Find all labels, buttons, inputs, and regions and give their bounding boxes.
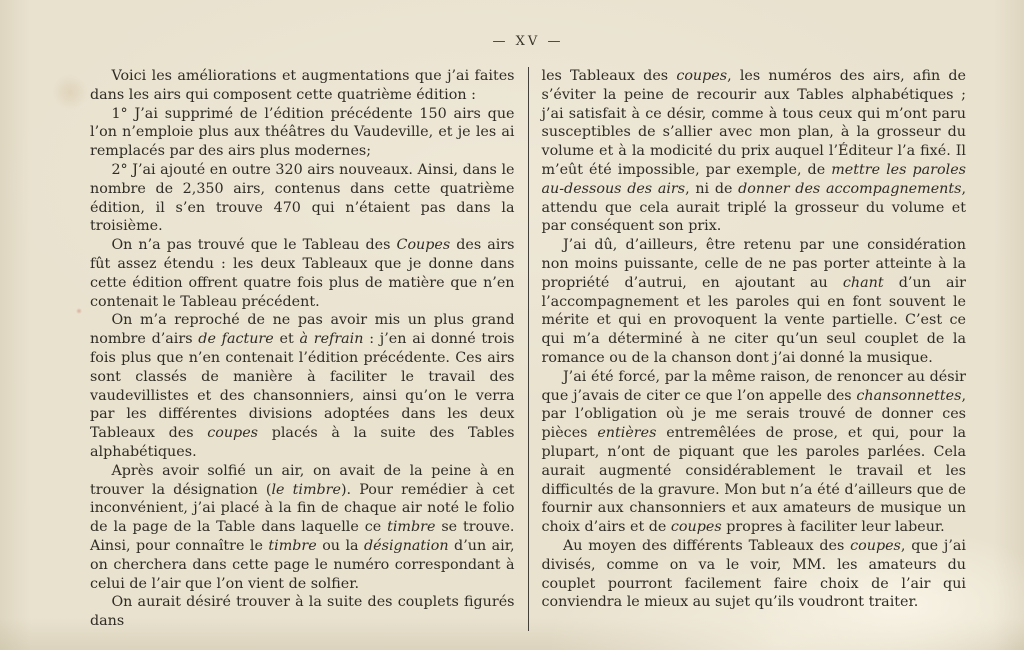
italic-text-segment: désignation bbox=[364, 537, 449, 554]
text-segment: , que j’ai divisés, comme on va le voir, MM. les amateurs du couplet pourront facilement faire choix de l’air qui conviendra le mieux au sujet qu’ils voudront traiter. bbox=[541, 537, 967, 611]
italic-text-segment: coupes bbox=[850, 537, 901, 554]
paragraph bbox=[90, 462, 515, 594]
text-segment: , attendu que cela aurait triplé la grosseur du volume et par conséquent son prix. bbox=[541, 180, 967, 235]
italic-text-segment: coupes bbox=[207, 425, 259, 442]
text-segment: On m’a reproché de ne pas avoir mis un plus grand nombre d’airs bbox=[90, 312, 515, 348]
text-segment: On n’a pas trouvé que le Tableau des bbox=[111, 237, 397, 254]
text-segment: On aurait désiré trouver à la suite des couplets figurés dans bbox=[90, 594, 515, 630]
text-segment: Après avoir solfié un air, on avait de la peine à en trouver la désignation ( bbox=[90, 462, 515, 498]
italic-text-segment: timbre bbox=[268, 537, 317, 554]
text-segment: , par l’obligation où je me serais trouvé de donner ces pièces bbox=[541, 387, 966, 442]
paragraph bbox=[90, 593, 515, 631]
text-segment: : j’en ai donné trois fois plus que n’en contenait l’édition précédente. Ces airs sont classés de manière à faciliter le travail des vaudevillistes et des chansonniers, ainsi qu’on le verra par les différentes divisions adoptées dans les deux Tableaux des bbox=[90, 331, 515, 442]
text-segment: et bbox=[273, 331, 300, 348]
text-segment: J’ai dû, d’ailleurs, être retenu par une considération non moins puissante, celle de ne pas porter atteinte à la propriété d’autrui, en ajoutant au bbox=[541, 237, 966, 291]
paragraph bbox=[90, 311, 515, 461]
text-segment: ou la bbox=[316, 537, 365, 554]
italic-text-segment: coupes bbox=[676, 68, 728, 84]
text-segment: , ni de bbox=[685, 180, 739, 197]
text-segment: 1° J’ai supprimé de l’édition précédente 150 airs que l’on n’emploie plus aux théâtres du Vaudeville, et je les ai remplacés par des airs plus modernes; bbox=[90, 105, 515, 160]
italic-text-segment: Coupes bbox=[396, 237, 451, 254]
text-columns bbox=[90, 67, 966, 631]
italic-text-segment: de facture bbox=[198, 331, 274, 348]
text-segment: Au moyen des différents Tableaux des bbox=[562, 537, 851, 554]
paragraph bbox=[542, 537, 967, 612]
text-segment: des airs fût assez étendu : les deux Tableaux que je donne dans cette édition offrent quatre fois plus de matière que n’en contenait le Tableau précédent. bbox=[90, 237, 515, 310]
text-segment: entremêlées de prose, et qui, pour la plupart, n’ont de piquant que les paroles parlées. Cela aurait augmenté considérablement le travail et les difficultés de la gravure. Mon but n’a été d’ailleurs que de fournir aux chansonniers et aux amateurs de musique un choix d’airs et de bbox=[541, 425, 967, 536]
paragraph bbox=[542, 236, 967, 368]
text-segment: placés à la suite des Tables alphabétiques. bbox=[90, 425, 515, 460]
italic-text-segment: entières bbox=[597, 425, 657, 442]
italic-text-segment: à refrain bbox=[299, 331, 364, 348]
italic-text-segment: mettre les paroles au-dessous des airs bbox=[541, 161, 966, 197]
left-column bbox=[90, 67, 528, 631]
right-column bbox=[529, 67, 967, 631]
italic-text-segment: donner des accompagnements bbox=[738, 180, 962, 197]
italic-text-segment: coupes bbox=[670, 519, 722, 536]
paragraph bbox=[90, 236, 515, 311]
italic-text-segment: timbre bbox=[387, 519, 436, 536]
italic-text-segment: chansonnettes bbox=[856, 387, 962, 404]
paragraph bbox=[542, 368, 967, 537]
text-segment: Voici les améliorations et augmentations que j’ai faites dans les airs qui composent cette quatrième édition : bbox=[90, 68, 515, 103]
text-segment: , les numéros des airs, afin de s’éviter la peine de recourir aux Tables alphabétiques ; j’ai satisfait à ce désir, comme à tous ceux qui m’ont paru susceptibles de s’allier avec mon plan, à la grosseur du volume et à la modicité du prix auquel l’Éditeur l’a fixé. Il m’eût été impossible, par exemple, de bbox=[541, 68, 966, 178]
page-number: — XV — bbox=[492, 34, 564, 49]
text-segment: propres à faciliter leur labeur. bbox=[721, 519, 945, 536]
paragraph bbox=[90, 105, 515, 161]
text-segment: ). Pour remédier à cet inconvénient, j’ai placé à la fin de chaque air noté le folio de la page de la Table dans laquelle ce bbox=[90, 481, 515, 536]
paragraph bbox=[90, 161, 515, 236]
text-segment: d’un air l’accompagnement et les paroles qui en font souvent le mérite et qui en provoquent la vente partielle. C’est ce qui m’a déterminé à ne citer qu’un seul couplet de la romance ou de la chanson dont j’ai donné la musique. bbox=[541, 274, 966, 366]
text-segment: J’ai été forcé, par la même raison, de renoncer au désir que j’avais de citer ce que l’on appelle des bbox=[541, 368, 966, 404]
text-segment: les Tableaux des bbox=[541, 68, 677, 84]
text-segment: 2° J’ai ajouté en outre 320 airs nouveaux. Ainsi, dans le nombre de 2,350 airs, contenus dans cette quatrième édition, il s’en trouve 470 qui n’étaient pas dans la troisième. bbox=[90, 161, 515, 235]
paragraph bbox=[90, 67, 515, 105]
text-segment: d’un air, on cherchera dans cette page le numéro correspondant à celui de l’air que l’on vient de solfier. bbox=[90, 537, 515, 592]
italic-text-segment: le timbre bbox=[271, 481, 341, 498]
paragraph bbox=[542, 67, 967, 236]
text-segment: se trouve. Ainsi, pour connaître le bbox=[90, 519, 515, 554]
italic-text-segment: chant bbox=[842, 274, 884, 291]
